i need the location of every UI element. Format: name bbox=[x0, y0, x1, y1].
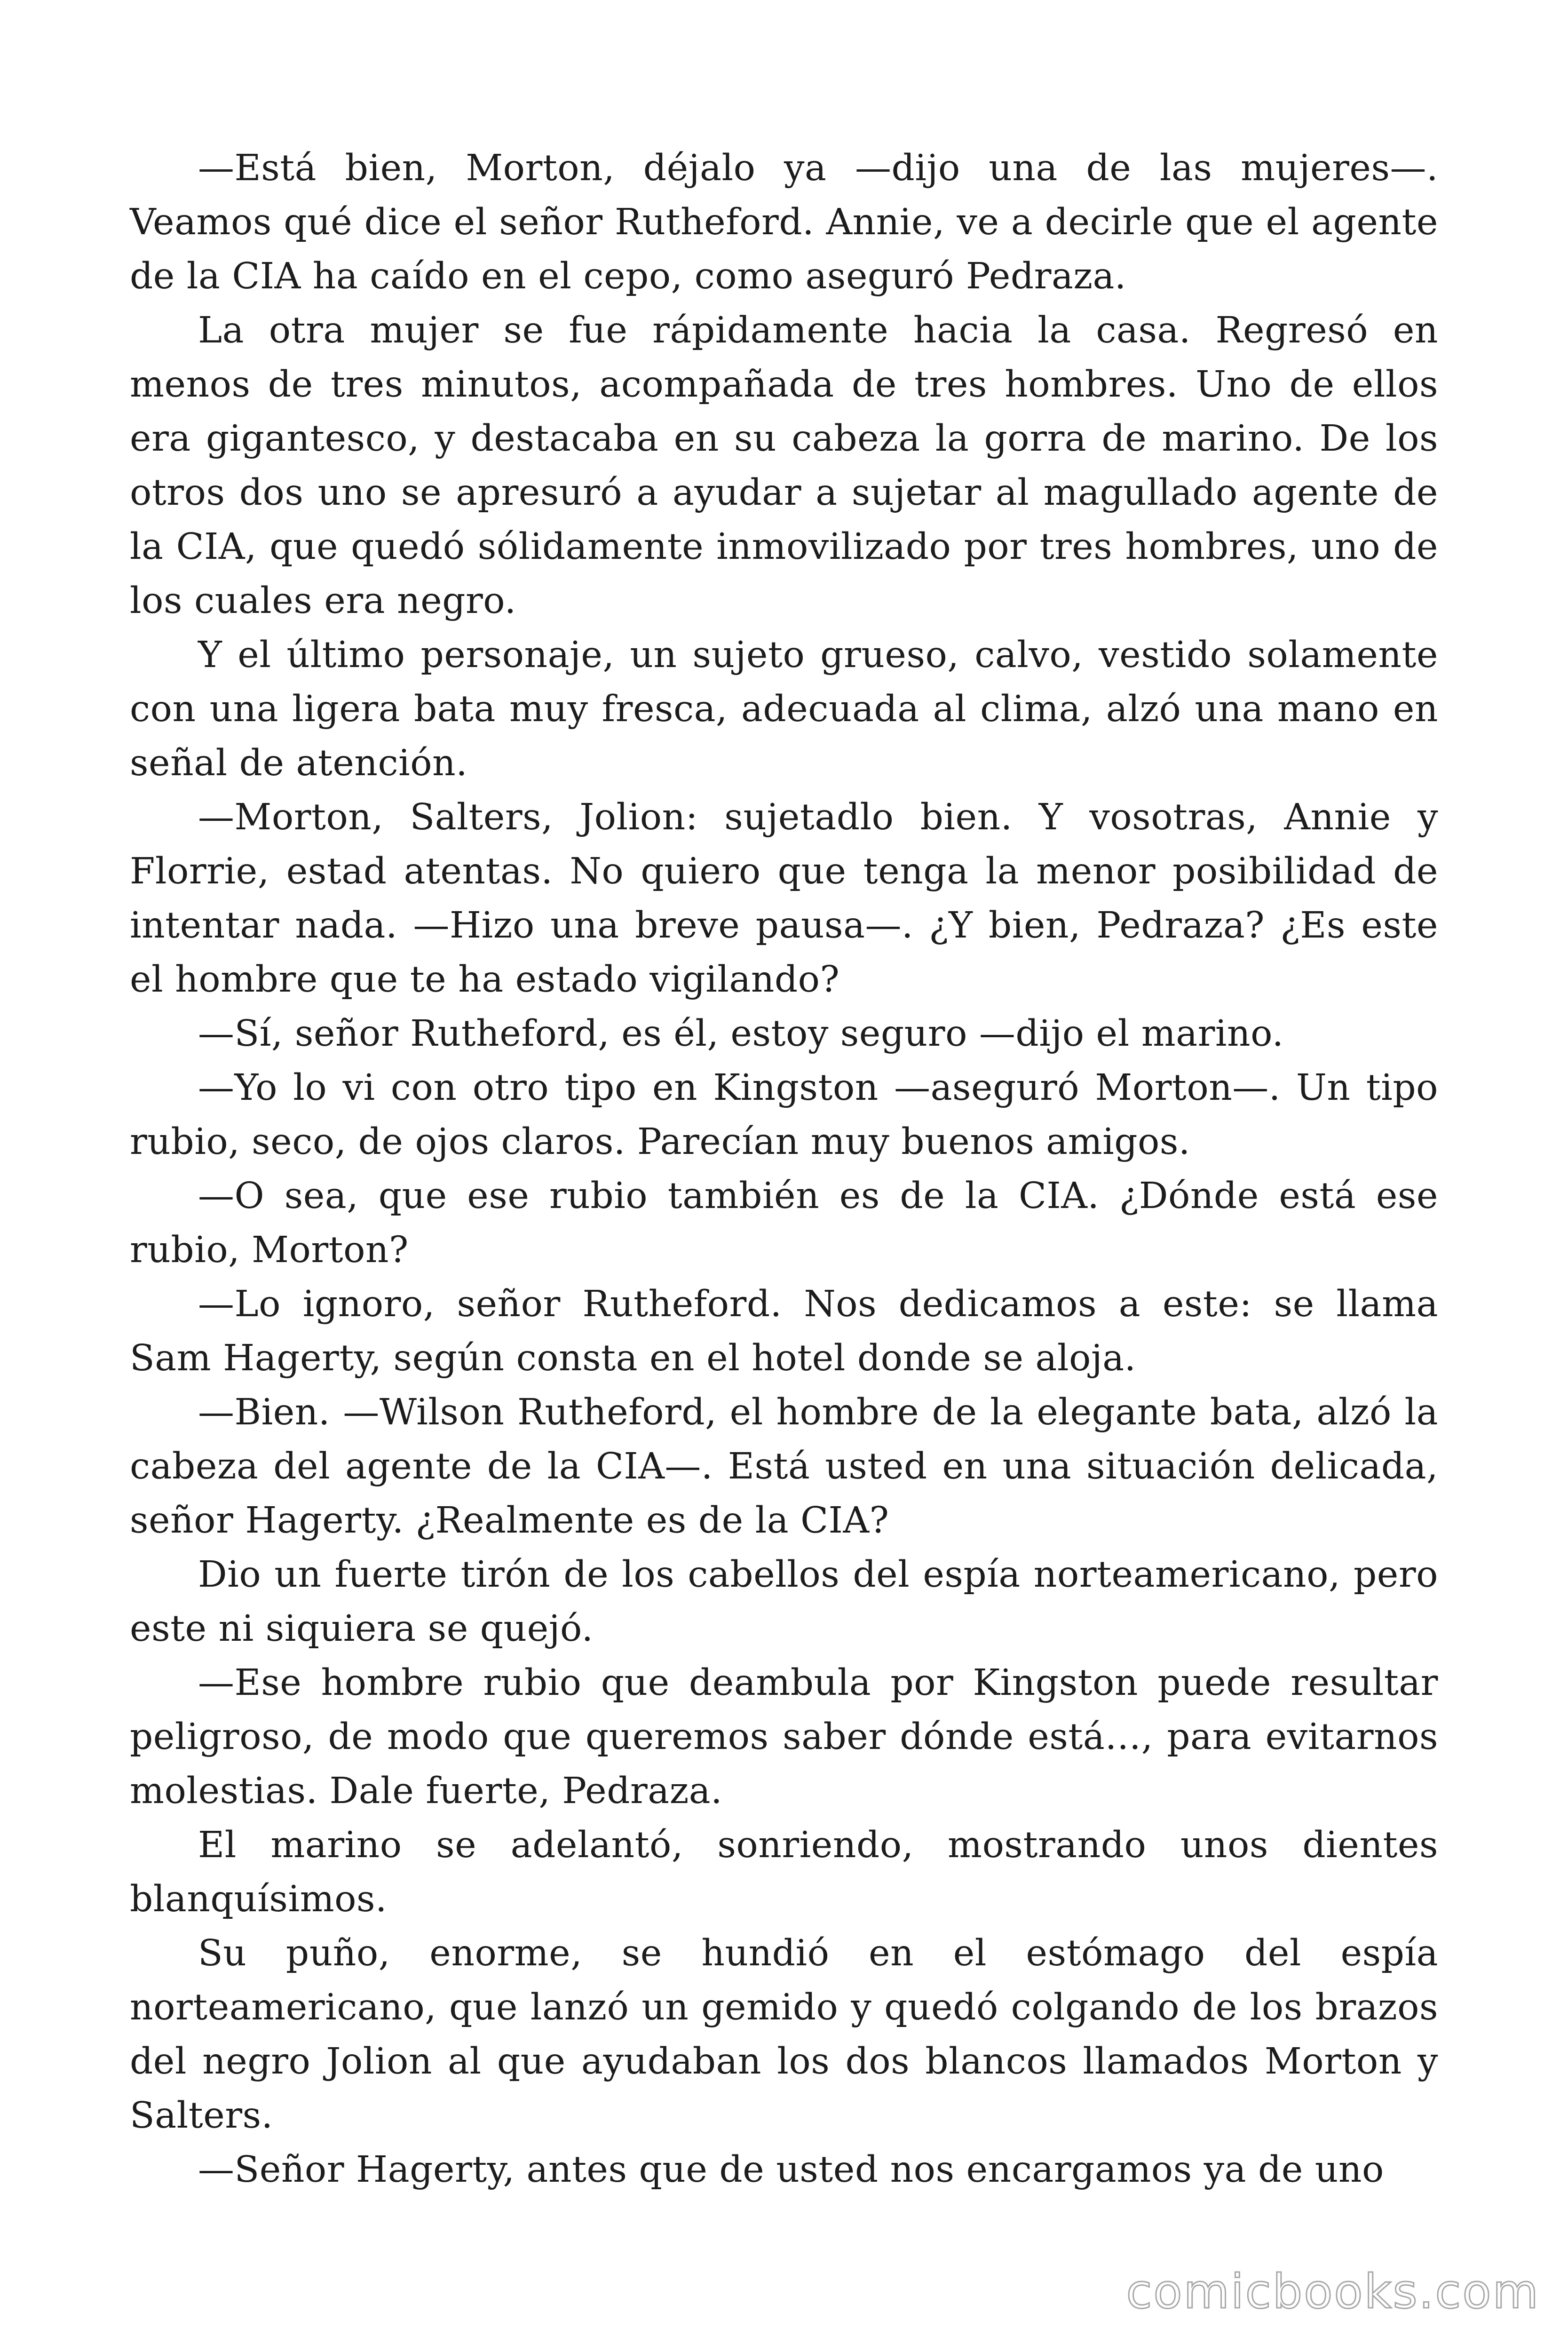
paragraph: —Lo ignoro, señor Rutheford. Nos dedicamos a este: se llama Sam Hagerty, según consta en el hotel donde se aloja. bbox=[130, 1283, 1438, 1379]
paragraph: El marino se adelantó, sonriendo, mostrando unos dientes blanquísimos. bbox=[130, 1824, 1438, 1920]
paragraph: —Señor Hagerty, antes que de usted nos encargamos ya de uno bbox=[198, 2149, 1384, 2191]
paragraph: Y el último personaje, un sujeto grueso, calvo, vestido solamente con una ligera bata muy fresca, adecuada al clima, alzó una mano en señal de atención. bbox=[130, 634, 1438, 784]
paragraph: —Yo lo vi con otro tipo en Kingston —aseguró Morton—. Un tipo rubio, seco, de ojos claros. Parecían muy buenos amigos. bbox=[130, 1067, 1438, 1163]
paragraph: —Está bien, Morton, déjalo ya —dijo una de las mujeres—. Veamos qué dice el señor Rutheford. Annie, ve a decirle que el agente de la CIA ha caído en el cepo, como aseguró Pedraza. bbox=[130, 147, 1438, 297]
paragraph: —Ese hombre rubio que deambula por Kingston puede resultar peligroso, de modo que queremos saber dónde está…, para evitarnos molestias. Dale fuerte, Pedraza. bbox=[130, 1662, 1438, 1812]
watermark: comicbooks.com bbox=[1126, 2264, 1540, 2319]
paragraph: —Sí, señor Rutheford, es él, estoy seguro —dijo el marino. bbox=[198, 1013, 1284, 1055]
paragraph: —O sea, que ese rubio también es de la CIA. ¿Dónde está ese rubio, Morton? bbox=[130, 1175, 1438, 1271]
paragraph: La otra mujer se fue rápidamente hacia la casa. Regresó en menos de tres minutos, acompañada de tres hombres. Uno de ellos era gigantesco, y destacaba en su cabeza la gorra de marino. De los otros dos uno se apresuró a ayudar a sujetar al magullado agente de la CIA, que quedó sólidamente inmovilizado por tres hombres, uno de los cuales era negro. bbox=[130, 310, 1438, 622]
paragraph: Su puño, enorme, se hundió en el estómago del espía norteamericano, que lanzó un gemido y quedó colgando de los brazos del negro Jolion al que ayudaban los dos blancos llamados Morton y Salters. bbox=[130, 1932, 1438, 2137]
paragraph: —Morton, Salters, Jolion: sujetadlo bien. Y vosotras, Annie y Florrie, estad atentas. No quiero que tenga la menor posibilidad de intentar nada. —Hizo una breve pausa—. ¿Y bien, Pedraza? ¿Es este el hombre que te ha estado vigilando? bbox=[130, 796, 1438, 1001]
paragraph: Dio un fuerte tirón de los cabellos del espía norteamericano, pero este ni siquiera se quejó. bbox=[130, 1554, 1438, 1650]
paragraph: —Bien. —Wilson Rutheford, el hombre de la elegante bata, alzó la cabeza del agente de la CIA—. Está usted en una situación delicada, señor Hagerty. ¿Realmente es de la CIA? bbox=[130, 1391, 1438, 1542]
page-text-body bbox=[130, 141, 1438, 2258]
